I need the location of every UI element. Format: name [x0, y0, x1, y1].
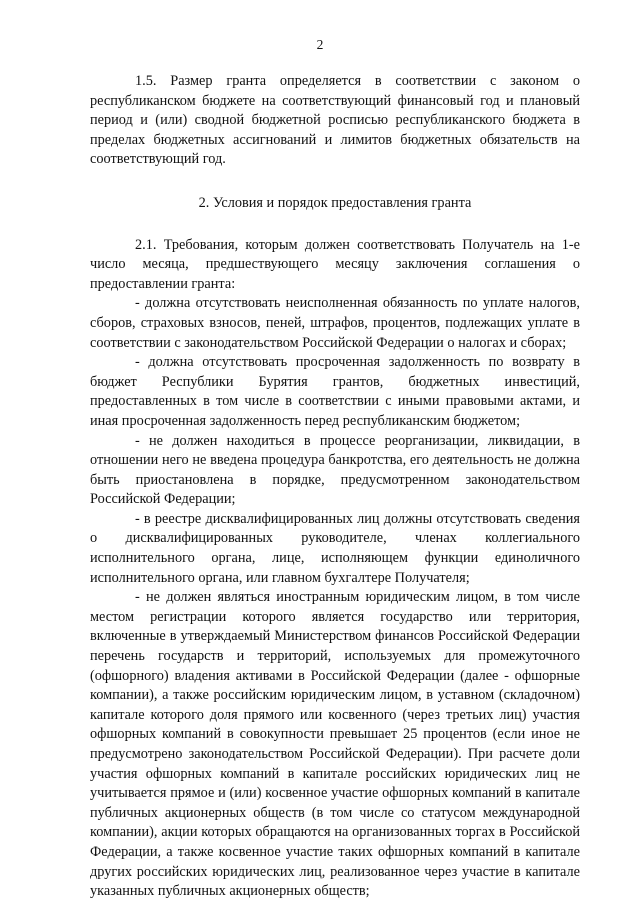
section-heading: 2. Условия и порядок предоставления гранта — [198, 194, 472, 211]
requirement-disqualified: - в реестре дисквалифицированных лиц должны отсутствовать сведения о дисквалифицированных руководителе, членах коллегиального исполнительного органа, лице, исполняющем функции единоличного исполнительного органа, или главном бухгалтере Получателя; — [90, 510, 580, 586]
requirement-taxes: - должна отсутствовать неисполненная обязанность по уплате налогов, сборов, страховых взносов, пеней, штрафов, процентов, подлежащих уплате в соответствии с законодательством Российской Федерации о налогах и сборах; — [90, 295, 580, 351]
document-body — [90, 72, 580, 902]
paragraph-2-1: 2.1. Требования, которым должен соответствовать Получатель на 1-е число месяца, предшествующего месяцу заключения соглашения о предоставлении гранта: — [90, 236, 580, 292]
requirement-offshore: - не должен являться иностранным юридическим лицом, в том числе местом регистрации которого является государство или территория, включенные в утверждаемый Министерством финансов Российской Федерации перечень государств и территорий, используемых для промежуточного (офшорного) владения активами в Российской Федерации (далее - офшорные компании), а также российским юридическим лицом, в уставном (складочном) капитале которого доля прямого или косвенного (через третьих лиц) участия офшорных компаний в совокупности превышает 25 процентов (если иное не предусмотрено законодательством Российской Федерации). При расчете доли участия офшорных компаний в капитале российских юридических лиц не учитывается прямое и (или) косвенное участие офшорных компаний в капитале публичных акционерных обществ (в том числе со статусом международной компании), акции которых обращаются на организованных торгах в Российской Федерации, а также косвенное участие таких офшорных компаний в капитале других российских юридических лиц, реализованное через участие в капитале указанных публичных акционерных обществ; — [90, 589, 580, 900]
page-number: 2 — [316, 37, 324, 52]
requirement-overdue-debt: - должна отсутствовать просроченная задолженность по возврату в бюджет Республики Бурятия грантов, бюджетных инвестиций, предоставленных в том числе в соответствии с иными правовыми актами, и иная просроченная задолженность перед республиканским бюджетом; — [90, 354, 580, 429]
paragraph-1-5: 1.5. Размер гранта определяется в соответствии с законом о республиканском бюджете на соответствующий финансовый год и плановый период и (или) сводной бюджетной росписью республиканского бюджета в пределах бюджетных ассигнований и лимитов бюджетных обязательств на соответствующий год. — [90, 73, 580, 168]
requirement-reorganization: - не должен находиться в процессе реорганизации, ликвидации, в отношении него не введена процедура банкротства, его деятельность не должна быть приостановлена в порядке, предусмотренном законодательством Российской Федерации; — [90, 432, 580, 508]
